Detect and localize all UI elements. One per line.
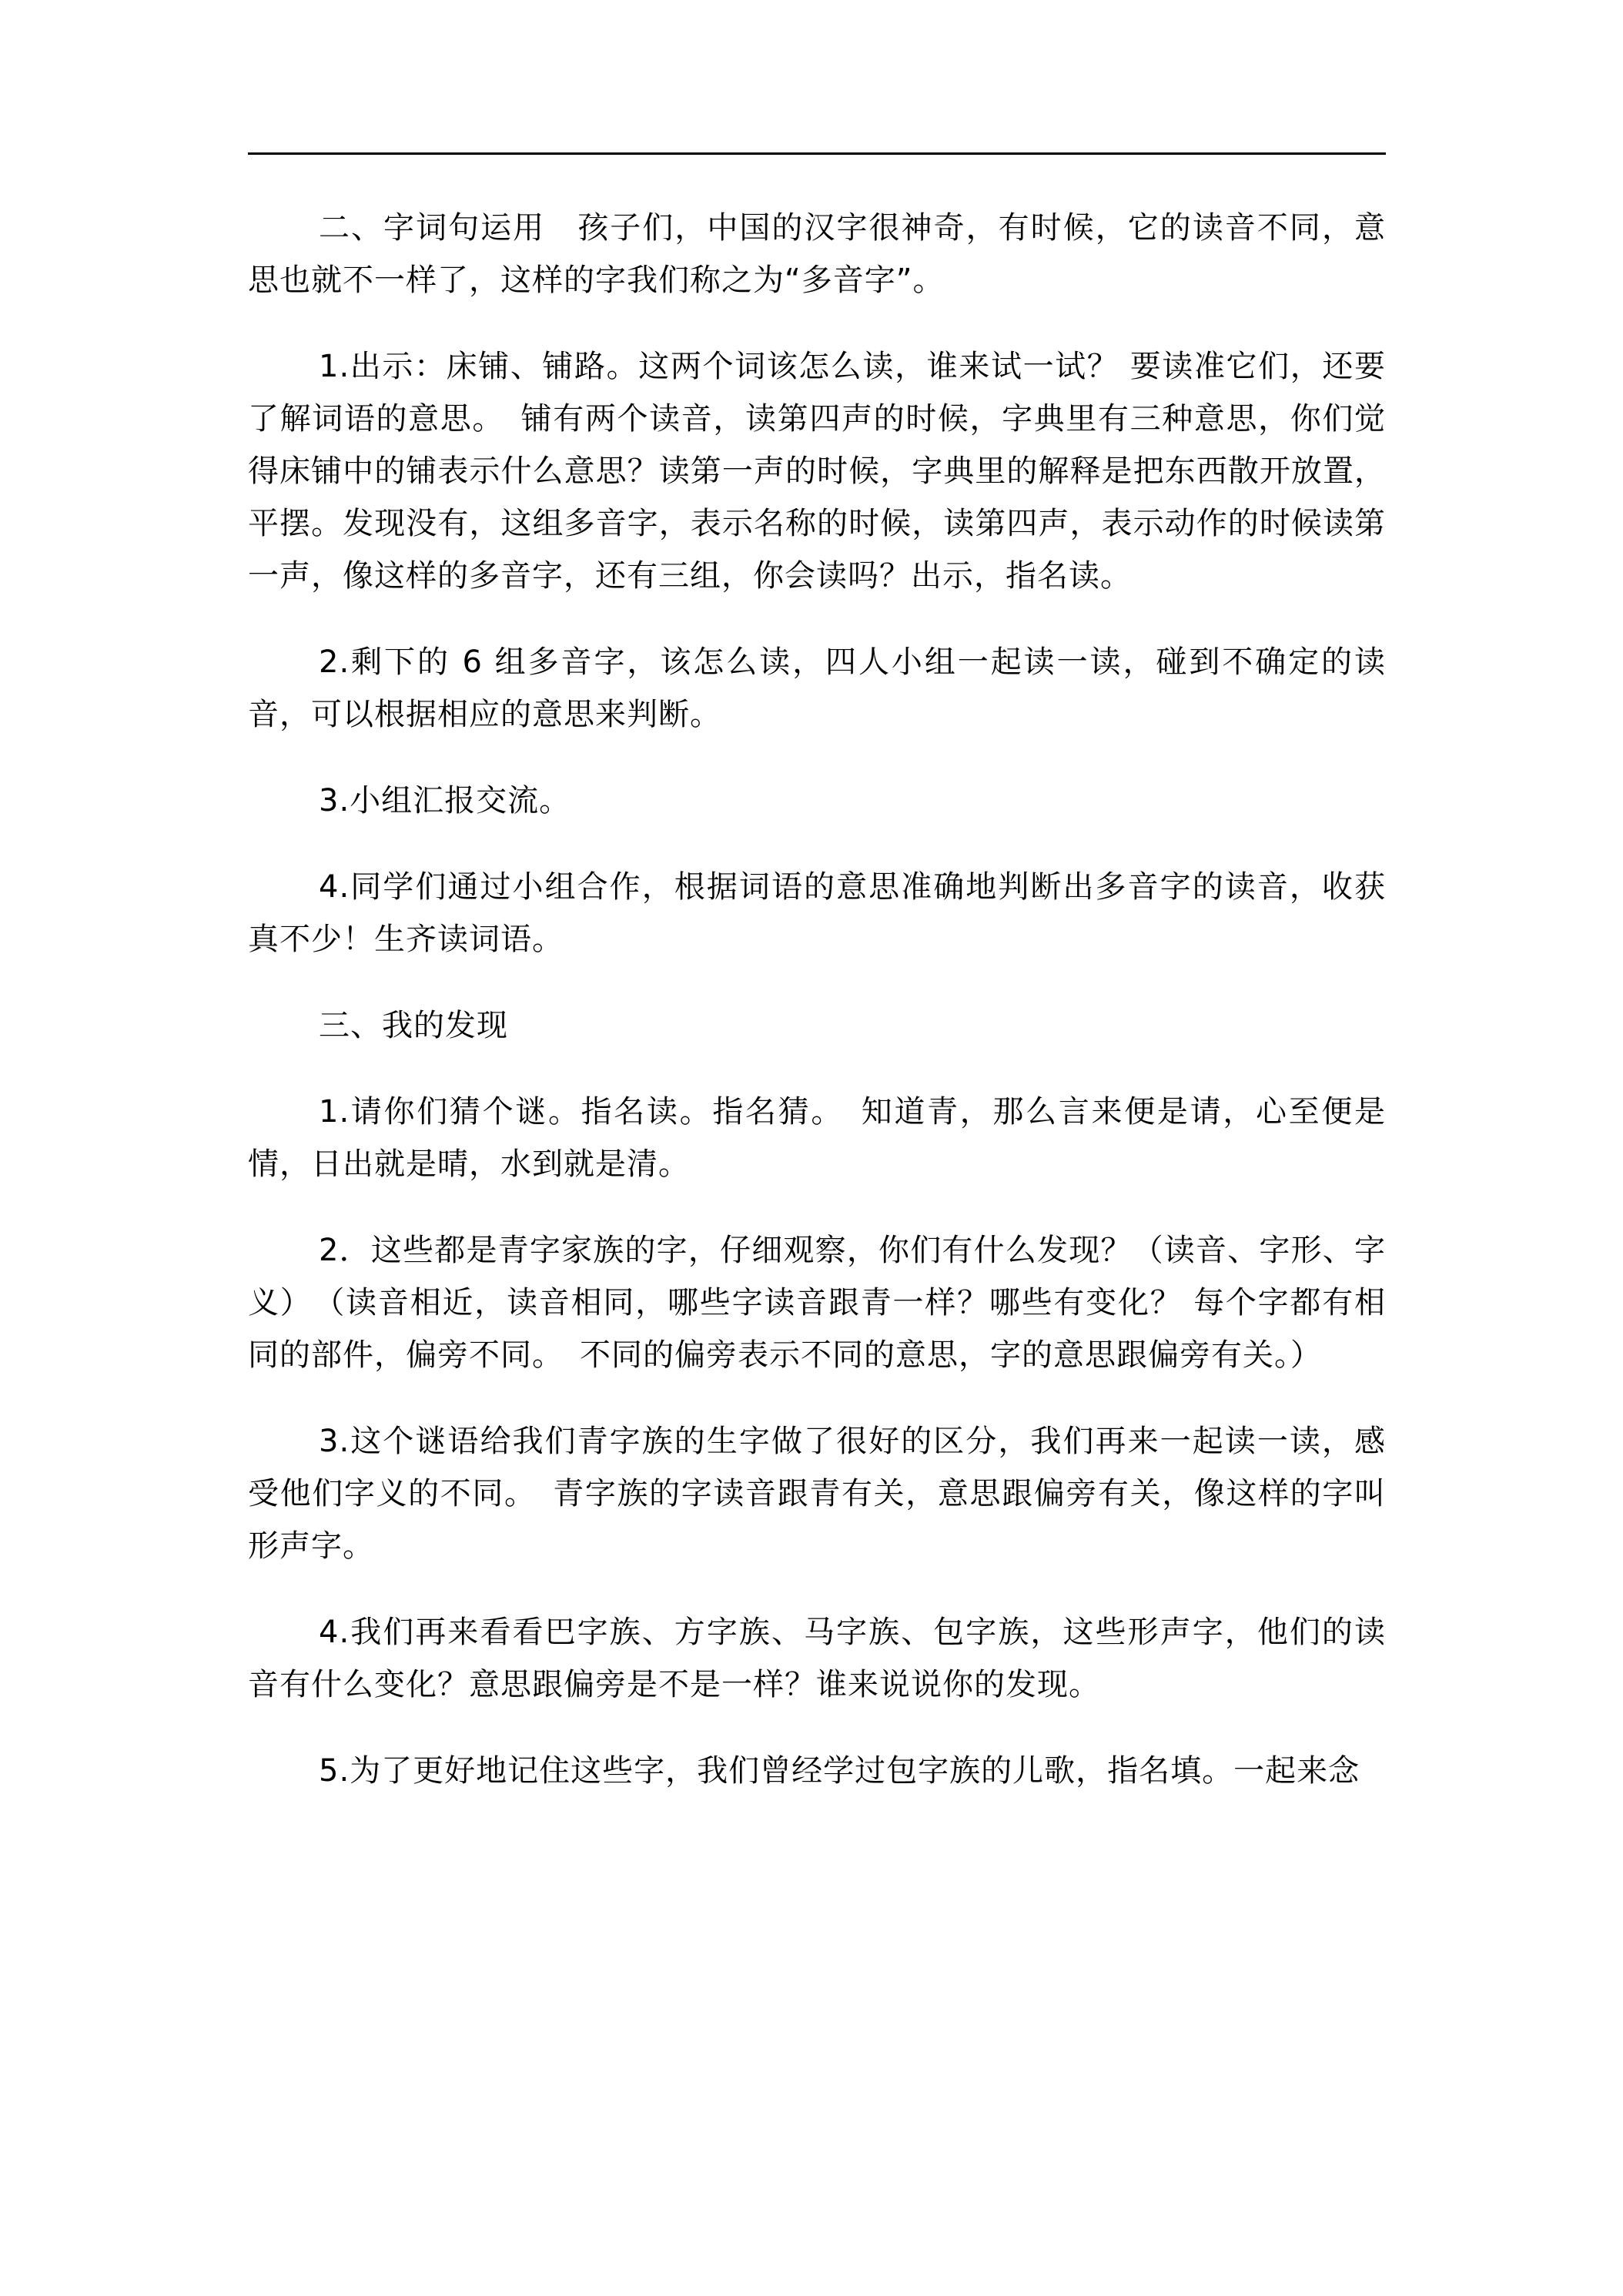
paragraph-item-2: 2.剩下的 6 组多音字，该怎么读，四人小组一起读一读，碰到不确定的读音，可以根据相应的意思来判断。	[248, 644, 1386, 732]
paragraph-riddle-5: 5.为了更好地记住这些字，我们曾经学过包字族的儿歌，指名填。一起来念	[319, 1753, 1360, 1789]
paragraph-item-1: 1.出示：床铺、铺路。这两个词该怎么读，谁来试一试？ 要读准它们，还要了解词语的意思。 铺有两个读音，读第四声的时候，字典里有三种意思，你们觉得床铺中的铺表示什么意思？读第一声的时候，字典里的解释是把东西散开放置，平摆。发现没有，这组多音字，表示名称的时候，读第四声，表示动作的时候读第一声，像这样的多音字，还有三组，你会读吗？出示，指名读。	[248, 349, 1386, 594]
paragraph-item-4: 4.同学们通过小组合作，根据词语的意思准确地判断出多音字的读音，收获真不少！生齐读词语。	[248, 869, 1386, 957]
header-divider	[248, 152, 1386, 155]
paragraph-item-3: 3.小组汇报交流。	[319, 783, 571, 818]
document-body	[248, 202, 1386, 1831]
paragraph-riddle-3: 3.这个谜语给我们青字族的生字做了很好的区分，我们再来一起读一读，感受他们字义的不同。 青字族的字读音跟青有关，意思跟偏旁有关，像这样的字叫形声字。	[248, 1424, 1386, 1564]
paragraph-riddle-2: 2．这些都是青字家族的字，仔细观察，你们有什么发现？（读音、字形、字义） （读音相近，读音相同，哪些字读音跟青一样？哪些有变化？ 每个字都有相同的部件，偏旁不同。 不同的偏旁表示不同的意思，字的意思跟偏旁有关。）	[248, 1233, 1386, 1373]
paragraph-section-2-intro: 二、字词句运用 孩子们，中国的汉字很神奇，有时候，它的读音不同，意思也就不一样了，这样的字我们称之为“多音字”。	[248, 210, 1386, 298]
paragraph-riddle-4: 4.我们再来看看巴字族、方字族、马字族、包字族，这些形声字，他们的读音有什么变化？意思跟偏旁是不是一样？谁来说说你的发现。	[248, 1615, 1386, 1702]
paragraph-riddle-1: 1.请你们猜个谜。指名读。指名猜。 知道青，那么言来便是请，心至便是情，日出就是晴，水到就是清。	[248, 1094, 1386, 1182]
section-heading-3: 三、我的发现	[319, 1008, 508, 1043]
